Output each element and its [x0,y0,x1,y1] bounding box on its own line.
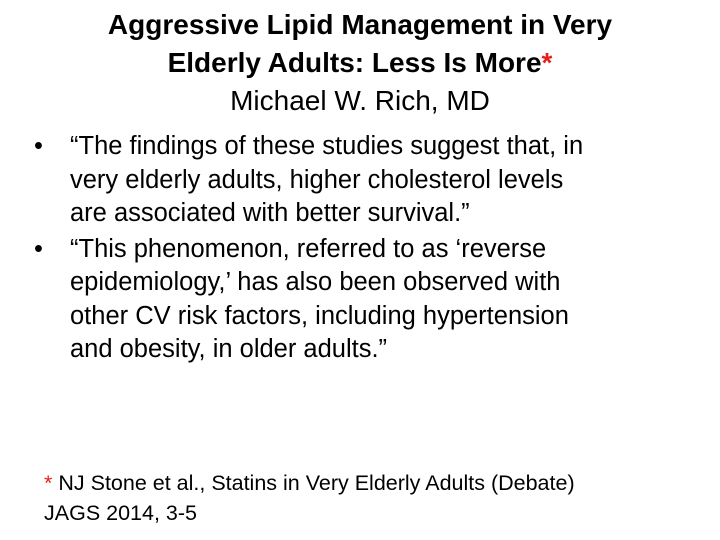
title-line-2 [40,44,680,82]
footnote-citation: NJ Stone et al., Statins in Very Elderly Adults (Debate) [52,471,575,495]
bullet-2-line-3: other CV risk factors, including hypertension [70,301,569,330]
author-name: Michael W. Rich, MD [230,85,490,116]
bullet-item-2 [28,233,688,367]
title-line-1 [40,6,680,44]
bullet-dot-icon: • [34,132,43,160]
title-text-2: Elderly Adults: Less Is More [167,47,542,78]
title-asterisk: * [541,47,553,78]
bullet-1-line-2: very elderly adults, higher cholesterol levels [70,165,564,194]
bullet-1-line-1: “The findings of these studies suggest that, in [70,132,584,160]
bullet-2-line-2: epidemiology,’ has also been observed with [70,268,561,296]
footnote [44,468,684,528]
bullet-dot-icon: • [34,234,43,263]
title-block [40,6,680,120]
bullet-1-line-3: are associated with better survival.” [70,199,470,227]
footnote-line-1 [44,468,684,498]
footnote-asterisk: * [44,471,53,495]
bullet-list [28,130,688,369]
title-text-1: Aggressive Lipid Management in Very [107,9,613,40]
bullet-2-line-4: and obesity, in older adults.” [70,335,388,363]
bullet-2-line-1: “This phenomenon, referred to as ‘reverse [70,234,547,263]
footnote-line-2: JAGS 2014, 3-5 [44,501,197,525]
bullet-item-1 [28,130,688,231]
